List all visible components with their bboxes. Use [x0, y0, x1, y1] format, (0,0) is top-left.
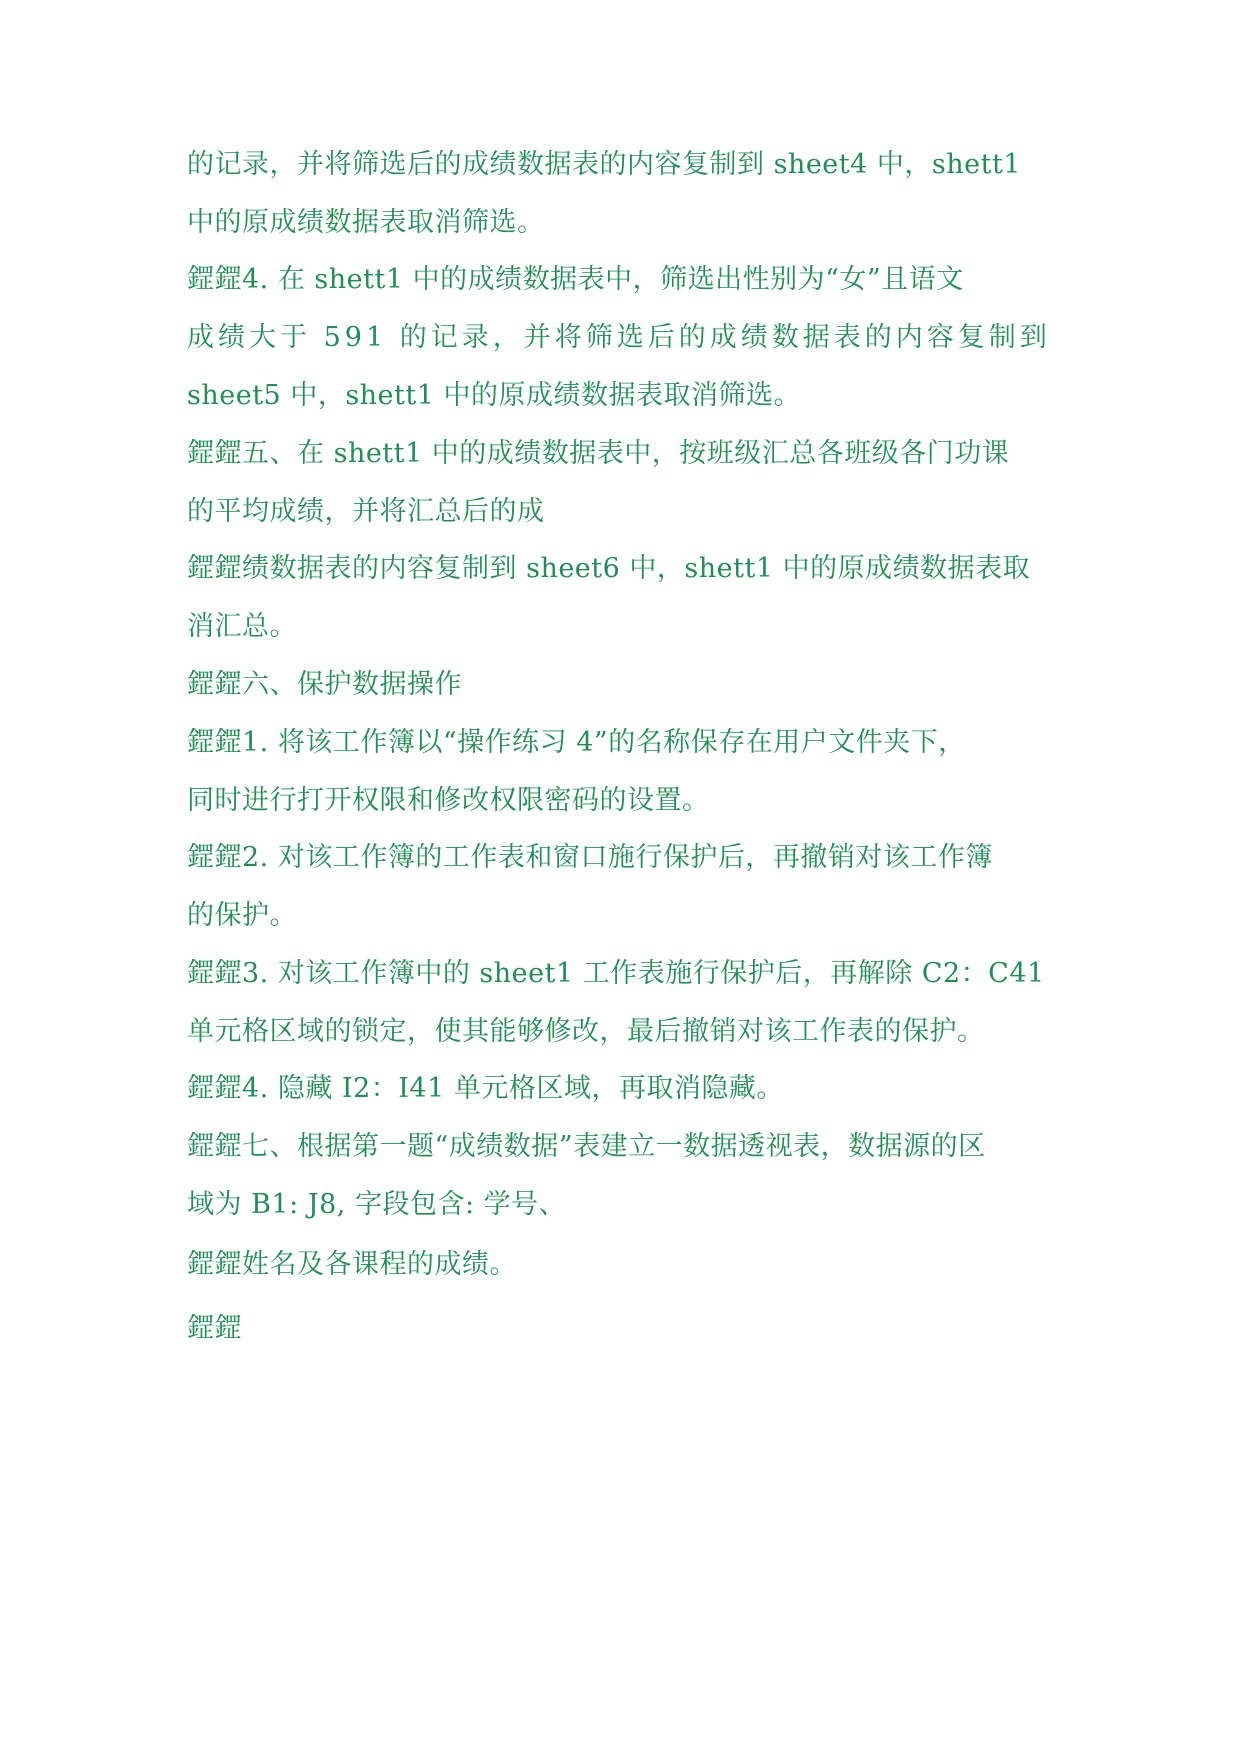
text-line: 鎠鎠2. 对该工作簿的工作表和窗口施行保护后，再撤销对该工作簿: [187, 842, 993, 873]
text-line: 鎠鎠: [187, 1313, 242, 1344]
text-line: 鎠鎠绩数据表的内容复制到 sheet6 中，shett1 中的原成绩数据表取: [187, 553, 1031, 584]
text-line: 鎠鎠3. 对该工作簿中的 sheet1 工作表施行保护后，再解除 C2：C41: [187, 958, 1045, 989]
text-line: 鎠鎠4. 在 shett1 中的成绩数据表中，筛选出性别为“女”且语文: [187, 264, 964, 295]
text-line: 单元格区域的锁定，使其能够修改，最后撤销对该工作表的保护。: [187, 1016, 985, 1047]
text-line: 中的原成绩数据表取消筛选。: [187, 207, 545, 238]
section-heading: 鎠鎠七、根据第一题“成绩数据”表建立一数据透视表，数据源的区: [187, 1131, 986, 1162]
text-line: 消汇总。: [187, 611, 297, 642]
text-line: 同时进行打开权限和修改权限密码的设置。: [187, 785, 710, 816]
text-line: sheet5 中，shett1 中的原成绩数据表取消筛选。: [187, 380, 801, 411]
text-line: 的平均成绩，并将汇总后的成: [187, 496, 545, 527]
section-heading: 鎠鎠六、保护数据操作: [187, 669, 462, 700]
text-line: 鎠鎠4. 隐藏 I2：I41 单元格区域，再取消隐藏。: [187, 1073, 784, 1104]
text-line: 的保护。: [187, 900, 297, 931]
text-line: 鎠鎠1. 将该工作簿以“操作练习 4”的名称保存在用户文件夹下，: [187, 727, 966, 758]
text-line: 域为 B1: J8, 字段包含: 学号、: [187, 1189, 567, 1220]
text-line: 成绩大于 591 的记录，并将筛选后的成绩数据表的内容复制到: [187, 322, 1051, 353]
text-line: 鎠鎠五、在 shett1 中的成绩数据表中，按班级汇总各班级各门功课: [187, 438, 1010, 469]
text-line: 的记录，并将筛选后的成绩数据表的内容复制到 sheet4 中，shett1: [187, 149, 1021, 180]
text-line: 鎠鎠姓名及各课程的成绩。: [187, 1249, 517, 1280]
